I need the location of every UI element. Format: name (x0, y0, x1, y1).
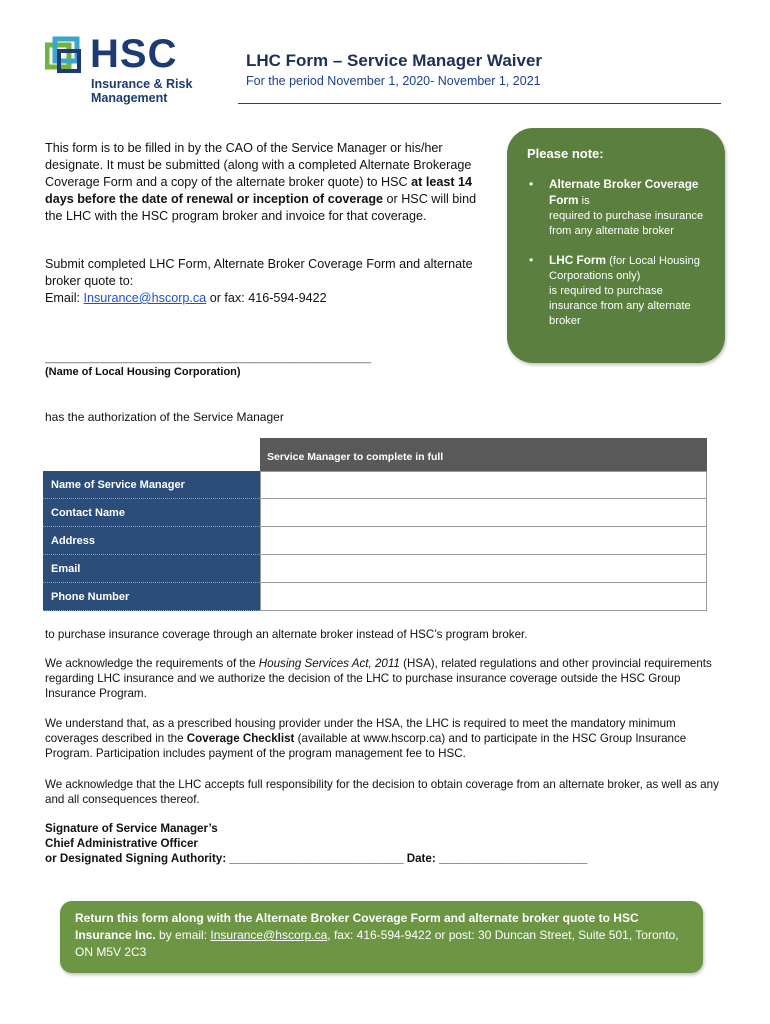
purpose-paragraph: to purchase insurance coverage through an alternate broker instead of HSC’s program broker. (45, 628, 528, 641)
form-title: LHC Form – Service Manager Waiver (246, 51, 543, 70)
acknowledgement-paragraph (45, 656, 725, 701)
hsc-logo (40, 30, 200, 110)
table-row (43, 583, 707, 611)
footer-text-1: by email: (155, 928, 211, 942)
footer-email-link[interactable]: Insurance@hscorp.ca (210, 928, 328, 942)
address-input[interactable] (260, 527, 707, 555)
header-divider (238, 103, 721, 104)
note-item-lead: Alternate Broker Coverage Form (549, 177, 699, 207)
intro-text-2: or HSC will bind the LHC with the HSC program broker and invoice for that coverage. (45, 192, 477, 223)
table-row (43, 527, 707, 555)
row-label-phone-number: Phone Number (43, 583, 260, 611)
logo-brand: HSC (90, 32, 178, 76)
logo-subtitle-line1: Insurance & Risk (91, 77, 193, 91)
hsc-logo-mark-icon (45, 35, 89, 79)
understanding-paragraph (45, 716, 725, 761)
table-row (43, 471, 707, 499)
act-name: Housing Services Act, 2011 (258, 657, 400, 670)
p3-text-b: (available at www.hscorp.ca) and to participate in the HSC Group Insurance Program. Participation includes payment of the program management fee to HSC. (45, 732, 687, 760)
note-item-lead: LHC Form (549, 253, 607, 267)
intro-text-1: This form is to be filled in by the CAO of the Service Manager or his/her designate. It must be submitted (along with a completed Alternate Brokerage Coverage Form and a copy of the alternate broker quote) to HSC (45, 141, 472, 189)
please-note-box (507, 128, 725, 363)
table-header: Service Manager to complete in full (260, 438, 707, 471)
note-item-lhc-form (527, 253, 707, 329)
note-item-suffix: is (578, 195, 590, 207)
note-item-text: is required to purchase insurance from any alternate broker (549, 285, 691, 327)
table-row (43, 555, 707, 583)
note-title: Please note: (527, 146, 604, 161)
signature-line1: Signature of Service Manager’s (45, 822, 218, 835)
row-label-email: Email (43, 555, 260, 583)
form-period: For the period November 1, 2020- November 1, 2021 (246, 74, 541, 88)
fax-text: or fax: 416-594-9422 (206, 291, 327, 305)
submit-line: Submit completed LHC Form, Alternate Broker Coverage Form and alternate broker quote to: (45, 257, 473, 288)
p3-text-a: We understand that, as a prescribed housing provider under the HSA, the LHC is required to meet the mandatory minimum coverages described in the (45, 717, 676, 745)
table-row (43, 499, 707, 527)
intro-deadline: at least 14 days before the date of renewal or inception of coverage (45, 175, 473, 206)
email-link[interactable]: Insurance@hscorp.ca (83, 291, 207, 305)
submit-instructions (45, 256, 495, 307)
logo-subtitle-line2: Management (91, 91, 168, 105)
contact-name-input[interactable] (260, 499, 707, 527)
phone-number-input[interactable] (260, 583, 707, 611)
bullet-icon: • (529, 177, 534, 191)
p2-text-a: We acknowledge the requirements of the (45, 657, 259, 670)
row-label-contact-name: Contact Name (43, 499, 260, 527)
email-prefix: Email: (45, 291, 84, 305)
footer-bold-text: Return this form along with the Alternate Broker Coverage Form and alternate broker quote to HSC Insurance Inc. (75, 911, 639, 942)
note-item-alternate-broker (527, 177, 707, 239)
signature-line2: Chief Administrative Officer (45, 837, 198, 850)
row-label-address: Address (43, 527, 260, 555)
signature-block (45, 821, 587, 866)
coverage-checklist: Coverage Checklist (186, 732, 295, 745)
email-input[interactable] (260, 555, 707, 583)
return-instructions-box (60, 901, 703, 973)
lhc-name-label: (Name of Local Housing Corporation) (45, 366, 241, 378)
authorization-text: has the authorization of the Service Manager (45, 410, 284, 424)
row-label-name-of-service-manager: Name of Service Manager (43, 471, 260, 499)
submit-contact (45, 290, 495, 307)
note-item-suffix: (for Local Housing Corporations only) (549, 255, 700, 282)
responsibility-paragraph: We acknowledge that the LHC accepts full responsibility for the decision to obtain coverage from an alternate broker, as well as any and all consequences thereof. (45, 778, 719, 806)
footer-text-2: , fax: 416-594-9422 or post: 30 Duncan Street, Suite 501, Toronto, ON M5V 2C3 (75, 928, 679, 959)
logo-subtitle (91, 77, 192, 105)
bullet-icon: • (529, 253, 534, 267)
p2-text-b: (HSA), related regulations and other provincial requirements regarding LHC insurance and we authorize the decision of the LHC to purchase insurance coverage outside the HSC Group Insurance Program. (45, 657, 712, 700)
lhc-name-field[interactable]: ________________________________________________________ (45, 352, 371, 364)
intro-paragraph (45, 140, 495, 225)
signature-date-field[interactable]: or Designated Signing Authority: ___________________________ Date: _______________________ (45, 852, 588, 865)
note-item-text: required to purchase insurance from any alternate broker (549, 210, 704, 237)
service-manager-name-input[interactable] (260, 471, 707, 499)
